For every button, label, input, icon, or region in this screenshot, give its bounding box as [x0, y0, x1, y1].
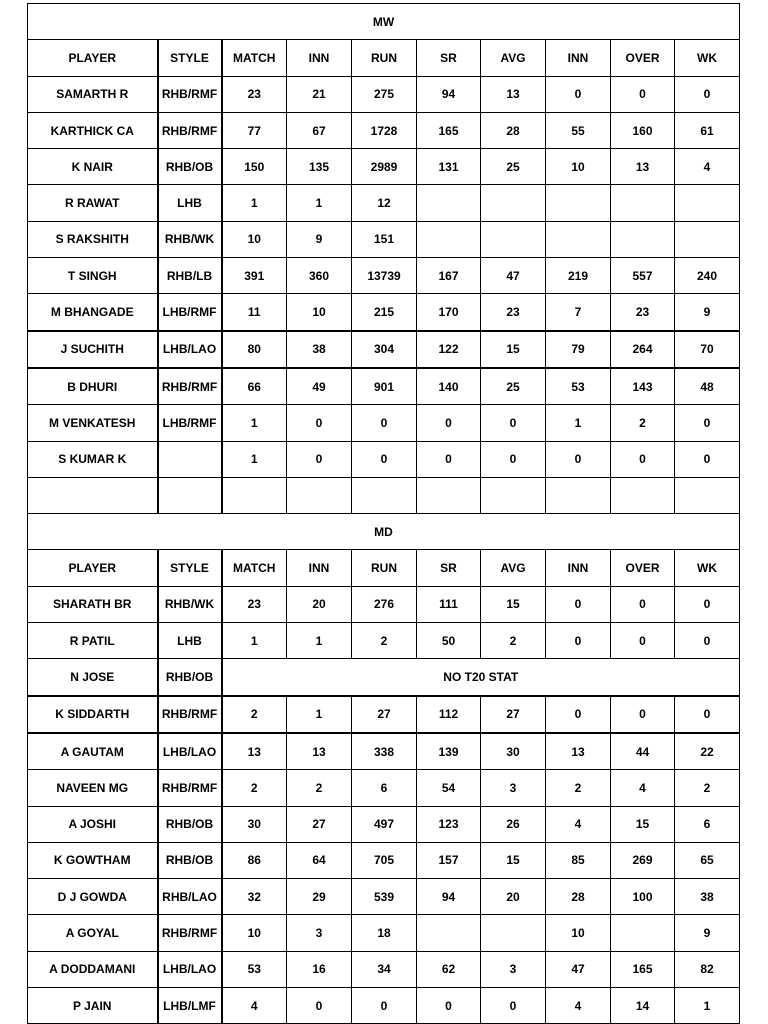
cell-run: 1728 [352, 112, 417, 148]
cell-inn: 27 [287, 806, 352, 842]
cell-inn2: 0 [546, 441, 611, 477]
cell-avg [481, 185, 546, 221]
cell-over: 0 [611, 586, 675, 622]
cell-sr [417, 185, 481, 221]
cell-wk: 0 [675, 623, 740, 659]
cell-style: RHB/OB [158, 842, 222, 878]
cell-match: 391 [222, 258, 287, 294]
cell-over [611, 477, 675, 513]
cell-wk: 0 [675, 76, 740, 112]
cell-avg: 2 [481, 623, 546, 659]
cell-player: R PATIL [28, 623, 158, 659]
cell-sr: 165 [417, 112, 481, 148]
cell-style: RHB/OB [158, 149, 222, 185]
column-header-wk: WK [675, 550, 740, 586]
cell-match: 53 [222, 951, 287, 987]
cell-match: 1 [222, 185, 287, 221]
cell-inn2: 4 [546, 806, 611, 842]
cell-wk: 2 [675, 770, 740, 806]
cell-inn2: 7 [546, 294, 611, 331]
cell-inn [287, 477, 352, 513]
cell-inn: 67 [287, 112, 352, 148]
cell-avg: 26 [481, 806, 546, 842]
cell-run: 497 [352, 806, 417, 842]
cell-sr: 170 [417, 294, 481, 331]
cell-inn: 1 [287, 623, 352, 659]
cell-wk: 9 [675, 294, 740, 331]
cell-run: 0 [352, 405, 417, 441]
cell-over: 143 [611, 368, 675, 405]
cell-sr: 167 [417, 258, 481, 294]
table-row [28, 76, 740, 112]
table-row [28, 221, 740, 257]
cell-style: LHB/RMF [158, 294, 222, 331]
column-header-player: PLAYER [28, 40, 158, 76]
table-row [28, 441, 740, 477]
cell-inn2: 28 [546, 879, 611, 915]
table-row [28, 988, 740, 1024]
cell-over: 160 [611, 112, 675, 148]
cell-inn: 360 [287, 258, 352, 294]
cell-player: M BHANGADE [28, 294, 158, 331]
cell-sr: 94 [417, 879, 481, 915]
column-header-over: OVER [611, 550, 675, 586]
cell-sr: 0 [417, 988, 481, 1024]
cell-player: A GAUTAM [28, 733, 158, 770]
cell-sr: 50 [417, 623, 481, 659]
cell-inn: 135 [287, 149, 352, 185]
cell-match: 150 [222, 149, 287, 185]
cell-match: 2 [222, 770, 287, 806]
column-header-match: MATCH [222, 40, 287, 76]
table-row [28, 258, 740, 294]
cell-player: A JOSHI [28, 806, 158, 842]
column-header-run: RUN [352, 550, 417, 586]
cell-over: 269 [611, 842, 675, 878]
cell-player: R RAWAT [28, 185, 158, 221]
cell-player: P JAIN [28, 988, 158, 1024]
cell-sr: 157 [417, 842, 481, 878]
cell-sr [417, 915, 481, 951]
cell-inn: 2 [287, 770, 352, 806]
cell-inn: 3 [287, 915, 352, 951]
section-title: MW [28, 4, 740, 40]
cell-style: RHB/RMF [158, 915, 222, 951]
column-header-row [28, 550, 740, 586]
cell-avg: 23 [481, 294, 546, 331]
column-header-sr: SR [417, 550, 481, 586]
cell-run: 34 [352, 951, 417, 987]
cell-style: LHB [158, 623, 222, 659]
cell-player [28, 477, 158, 513]
cell-over: 15 [611, 806, 675, 842]
cell-player: K GOWTHAM [28, 842, 158, 878]
player-stats-sheet [27, 3, 740, 1024]
cell-style: RHB/RMF [158, 770, 222, 806]
cell-avg: 28 [481, 112, 546, 148]
column-header-style: STYLE [158, 40, 222, 76]
cell-inn2: 4 [546, 988, 611, 1024]
table-row [28, 477, 740, 513]
cell-match: 1 [222, 623, 287, 659]
cell-run: 13739 [352, 258, 417, 294]
cell-style: RHB/RMF [158, 696, 222, 733]
cell-over: 13 [611, 149, 675, 185]
cell-player: M VENKATESH [28, 405, 158, 441]
cell-sr: 62 [417, 951, 481, 987]
cell-over: 165 [611, 951, 675, 987]
cell-match: 86 [222, 842, 287, 878]
section-title-row [28, 4, 740, 40]
cell-run: 276 [352, 586, 417, 622]
cell-player: K SIDDARTH [28, 696, 158, 733]
table-row [28, 659, 740, 696]
cell-match: 11 [222, 294, 287, 331]
cell-sr: 123 [417, 806, 481, 842]
cell-inn: 29 [287, 879, 352, 915]
cell-sr: 122 [417, 331, 481, 368]
cell-sr: 131 [417, 149, 481, 185]
cell-inn: 0 [287, 988, 352, 1024]
cell-style: RHB/LAO [158, 879, 222, 915]
cell-inn2: 0 [546, 76, 611, 112]
cell-inn2: 2 [546, 770, 611, 806]
table-row [28, 770, 740, 806]
cell-run: 0 [352, 988, 417, 1024]
cell-avg: 15 [481, 586, 546, 622]
cell-match: 13 [222, 733, 287, 770]
cell-run: 304 [352, 331, 417, 368]
cell-avg: 13 [481, 76, 546, 112]
table-row [28, 149, 740, 185]
section-title: MD [28, 514, 740, 550]
column-header-avg: AVG [481, 40, 546, 76]
table-row [28, 879, 740, 915]
cell-run: 2 [352, 623, 417, 659]
table-row [28, 405, 740, 441]
column-header-inn: INN [287, 40, 352, 76]
cell-avg: 15 [481, 331, 546, 368]
cell-inn: 0 [287, 405, 352, 441]
cell-over [611, 185, 675, 221]
cell-avg [481, 915, 546, 951]
table-row [28, 842, 740, 878]
cell-player: D J GOWDA [28, 879, 158, 915]
cell-match: 23 [222, 76, 287, 112]
cell-inn: 64 [287, 842, 352, 878]
cell-wk: 48 [675, 368, 740, 405]
cell-sr: 0 [417, 405, 481, 441]
cell-inn: 21 [287, 76, 352, 112]
cell-inn: 1 [287, 185, 352, 221]
column-header-row [28, 40, 740, 76]
cell-wk: 0 [675, 441, 740, 477]
cell-wk: 0 [675, 405, 740, 441]
cell-avg: 30 [481, 733, 546, 770]
column-header-player: PLAYER [28, 550, 158, 586]
cell-run: 27 [352, 696, 417, 733]
cell-run: 338 [352, 733, 417, 770]
cell-run: 275 [352, 76, 417, 112]
table-row [28, 696, 740, 733]
cell-avg: 27 [481, 696, 546, 733]
column-header-inn: INN [287, 550, 352, 586]
cell-wk: 4 [675, 149, 740, 185]
cell-match: 66 [222, 368, 287, 405]
cell-match [222, 477, 287, 513]
table-row [28, 331, 740, 368]
cell-run: 0 [352, 441, 417, 477]
table-row [28, 294, 740, 331]
table-row [28, 951, 740, 987]
cell-inn2: 85 [546, 842, 611, 878]
cell-inn2: 0 [546, 586, 611, 622]
cell-style [158, 477, 222, 513]
cell-style: RHB/LB [158, 258, 222, 294]
cell-style: LHB/RMF [158, 405, 222, 441]
column-header-over: OVER [611, 40, 675, 76]
cell-run: 18 [352, 915, 417, 951]
cell-over: 0 [611, 441, 675, 477]
cell-player: N JOSE [28, 659, 158, 696]
cell-inn: 0 [287, 441, 352, 477]
cell-avg: 3 [481, 770, 546, 806]
cell-wk: 65 [675, 842, 740, 878]
cell-wk [675, 477, 740, 513]
table-row [28, 733, 740, 770]
cell-over [611, 915, 675, 951]
cell-player: T SINGH [28, 258, 158, 294]
cell-player: SHARATH BR [28, 586, 158, 622]
cell-over: 557 [611, 258, 675, 294]
column-header-wk: WK [675, 40, 740, 76]
cell-inn2: 10 [546, 915, 611, 951]
column-header-avg: AVG [481, 550, 546, 586]
cell-player: K NAIR [28, 149, 158, 185]
cell-avg: 25 [481, 368, 546, 405]
cell-match: 1 [222, 405, 287, 441]
cell-inn: 9 [287, 221, 352, 257]
cell-style: LHB/LAO [158, 331, 222, 368]
cell-match: 10 [222, 915, 287, 951]
cell-inn2: 1 [546, 405, 611, 441]
cell-style: RHB/RMF [158, 112, 222, 148]
cell-over: 2 [611, 405, 675, 441]
cell-avg: 47 [481, 258, 546, 294]
cell-style: LHB/LAO [158, 733, 222, 770]
cell-run [352, 477, 417, 513]
cell-run: 705 [352, 842, 417, 878]
cell-over: 264 [611, 331, 675, 368]
cell-match: 77 [222, 112, 287, 148]
cell-sr: 139 [417, 733, 481, 770]
cell-inn: 20 [287, 586, 352, 622]
cell-wk: 61 [675, 112, 740, 148]
cell-over: 0 [611, 76, 675, 112]
cell-match: 23 [222, 586, 287, 622]
cell-inn: 38 [287, 331, 352, 368]
cell-inn: 1 [287, 696, 352, 733]
cell-inn2: 10 [546, 149, 611, 185]
column-header-inn2: INN [546, 40, 611, 76]
cell-match: 80 [222, 331, 287, 368]
cell-player: J SUCHITH [28, 331, 158, 368]
cell-inn2: 0 [546, 623, 611, 659]
cell-inn2: 47 [546, 951, 611, 987]
cell-avg: 25 [481, 149, 546, 185]
cell-inn: 13 [287, 733, 352, 770]
cell-match: 10 [222, 221, 287, 257]
table-row [28, 368, 740, 405]
cell-sr: 54 [417, 770, 481, 806]
cell-run: 12 [352, 185, 417, 221]
cell-inn2 [546, 477, 611, 513]
section-title-row [28, 514, 740, 550]
column-header-style: STYLE [158, 550, 222, 586]
cell-run: 6 [352, 770, 417, 806]
cell-inn2: 0 [546, 696, 611, 733]
cell-style: RHB/WK [158, 221, 222, 257]
cell-match: 2 [222, 696, 287, 733]
column-header-match: MATCH [222, 550, 287, 586]
cell-inn2: 53 [546, 368, 611, 405]
cell-run: 539 [352, 879, 417, 915]
cell-wk: 0 [675, 586, 740, 622]
table-row [28, 623, 740, 659]
column-header-inn2: INN [546, 550, 611, 586]
cell-wk: 9 [675, 915, 740, 951]
cell-player: NAVEEN MG [28, 770, 158, 806]
cell-over: 4 [611, 770, 675, 806]
table-row [28, 586, 740, 622]
cell-avg: 3 [481, 951, 546, 987]
cell-wk: 0 [675, 696, 740, 733]
cell-style: RHB/OB [158, 659, 222, 696]
cell-wk: 70 [675, 331, 740, 368]
cell-style: LHB [158, 185, 222, 221]
cell-run: 2989 [352, 149, 417, 185]
cell-style: RHB/RMF [158, 368, 222, 405]
cell-avg: 0 [481, 988, 546, 1024]
cell-sr: 140 [417, 368, 481, 405]
cell-over: 0 [611, 623, 675, 659]
table-row [28, 112, 740, 148]
no-stat-note: NO T20 STAT [222, 659, 740, 696]
table-row [28, 915, 740, 951]
cell-wk: 22 [675, 733, 740, 770]
cell-inn2: 13 [546, 733, 611, 770]
cell-style: LHB/LMF [158, 988, 222, 1024]
cell-inn: 10 [287, 294, 352, 331]
cell-over: 44 [611, 733, 675, 770]
cell-sr [417, 221, 481, 257]
cell-run: 215 [352, 294, 417, 331]
cell-sr: 94 [417, 76, 481, 112]
cell-style: RHB/OB [158, 806, 222, 842]
column-header-sr: SR [417, 40, 481, 76]
cell-over: 100 [611, 879, 675, 915]
cell-over: 14 [611, 988, 675, 1024]
cell-avg: 0 [481, 405, 546, 441]
cell-sr: 0 [417, 441, 481, 477]
cell-inn: 16 [287, 951, 352, 987]
cell-over [611, 221, 675, 257]
cell-match: 30 [222, 806, 287, 842]
cell-over: 23 [611, 294, 675, 331]
cell-player: A GOYAL [28, 915, 158, 951]
cell-avg [481, 477, 546, 513]
cell-player: S KUMAR K [28, 441, 158, 477]
cell-player: KARTHICK CA [28, 112, 158, 148]
cell-inn2: 55 [546, 112, 611, 148]
cell-wk: 240 [675, 258, 740, 294]
table-row [28, 806, 740, 842]
cell-avg: 20 [481, 879, 546, 915]
table-row [28, 185, 740, 221]
cell-match: 32 [222, 879, 287, 915]
cell-run: 901 [352, 368, 417, 405]
cell-inn: 49 [287, 368, 352, 405]
cell-avg [481, 221, 546, 257]
cell-player: B DHURI [28, 368, 158, 405]
cell-player: S RAKSHITH [28, 221, 158, 257]
cell-run: 151 [352, 221, 417, 257]
cell-sr: 112 [417, 696, 481, 733]
cell-style [158, 441, 222, 477]
cell-inn2 [546, 221, 611, 257]
cell-inn2: 79 [546, 331, 611, 368]
cell-avg: 15 [481, 842, 546, 878]
cell-over: 0 [611, 696, 675, 733]
cell-avg: 0 [481, 441, 546, 477]
cell-wk: 6 [675, 806, 740, 842]
cell-wk: 1 [675, 988, 740, 1024]
cell-inn2 [546, 185, 611, 221]
cell-player: SAMARTH R [28, 76, 158, 112]
cell-sr [417, 477, 481, 513]
cell-style: LHB/LAO [158, 951, 222, 987]
cell-wk: 38 [675, 879, 740, 915]
cell-match: 4 [222, 988, 287, 1024]
cell-sr: 111 [417, 586, 481, 622]
cell-wk [675, 221, 740, 257]
cell-style: RHB/WK [158, 586, 222, 622]
cell-wk [675, 185, 740, 221]
column-header-run: RUN [352, 40, 417, 76]
cell-wk: 82 [675, 951, 740, 987]
cell-style: RHB/RMF [158, 76, 222, 112]
cell-player: A DODDAMANI [28, 951, 158, 987]
cell-inn2: 219 [546, 258, 611, 294]
cell-match: 1 [222, 441, 287, 477]
